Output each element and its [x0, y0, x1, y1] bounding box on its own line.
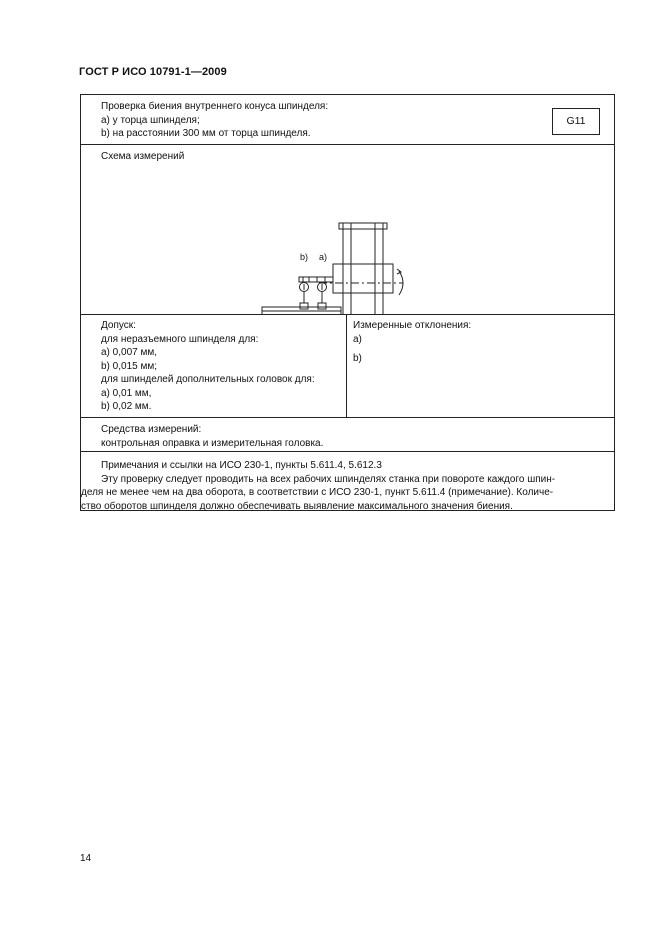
inspection-sheet	[80, 94, 615, 511]
notes-row	[81, 452, 614, 510]
column-body	[343, 223, 383, 315]
notes-line-3: ство оборотов шпинделя должно обеспечивать выявление максимального значения биения.	[81, 500, 513, 512]
deviations-cell	[347, 315, 614, 417]
column-top-cap	[339, 223, 387, 229]
tolerance-title: Допуск:	[101, 320, 136, 331]
check-item-a: a) у торца шпинделя;	[101, 114, 200, 126]
page-number: 14	[80, 853, 92, 864]
tolerance-a1: a) 0,007 мм,	[101, 347, 158, 358]
measurement-scheme-diagram	[81, 145, 614, 315]
document-header: ГОСТ Р ИСО 10791-1—2009	[79, 66, 227, 78]
instruments-text: контрольная оправка и измерительная головка.	[101, 437, 324, 449]
scheme-mark-b: b)	[300, 252, 309, 262]
instruments-title: Средства измерений:	[101, 424, 202, 435]
scheme-row	[81, 145, 614, 315]
check-title: Проверка биения внутреннего конуса шпинделя:	[101, 101, 329, 112]
notes-line-1: Эту проверку следует проводить на всех рабочих шпинделях станка при повороте каждого шпин-	[101, 473, 556, 485]
headstock	[333, 264, 393, 293]
instruments-row	[81, 418, 614, 452]
scheme-mark-a: a)	[319, 252, 328, 262]
deviations-b[interactable]: b)	[353, 353, 362, 364]
deviations-title: Измеренные отклонения:	[353, 320, 472, 331]
tolerance-sub2: для шпинделей дополнительных головок для:	[101, 374, 315, 385]
check-code-box: G11	[552, 108, 600, 135]
indicator-a-base	[318, 303, 326, 309]
tolerance-b2: b) 0,02 мм.	[101, 401, 152, 412]
test-mandrel	[299, 277, 333, 282]
tolerance-cell	[81, 315, 347, 417]
notes-title: Примечания и ссылки на ИСО 230-1, пункты 5.611.4, 5.612.3	[101, 460, 382, 471]
tolerance-row	[81, 315, 614, 418]
indicator-b-base	[300, 303, 308, 309]
notes-line-2: деля не менее чем на два оборота, в соответствии с ИСО 230-1, пункт 5.611.4 (примечание). Количе-	[81, 487, 554, 498]
check-item-b: b) на расстоянии 300 мм от торца шпинделя.	[101, 128, 311, 139]
deviations-a[interactable]: a)	[353, 333, 362, 345]
scheme-label: Схема измерений	[101, 151, 185, 162]
tolerance-sub1: для неразъемного шпинделя для:	[101, 333, 259, 345]
tolerance-a2: a) 0,01 мм,	[101, 387, 152, 399]
check-row	[81, 95, 614, 145]
tolerance-b1: b) 0,015 мм;	[101, 360, 158, 372]
